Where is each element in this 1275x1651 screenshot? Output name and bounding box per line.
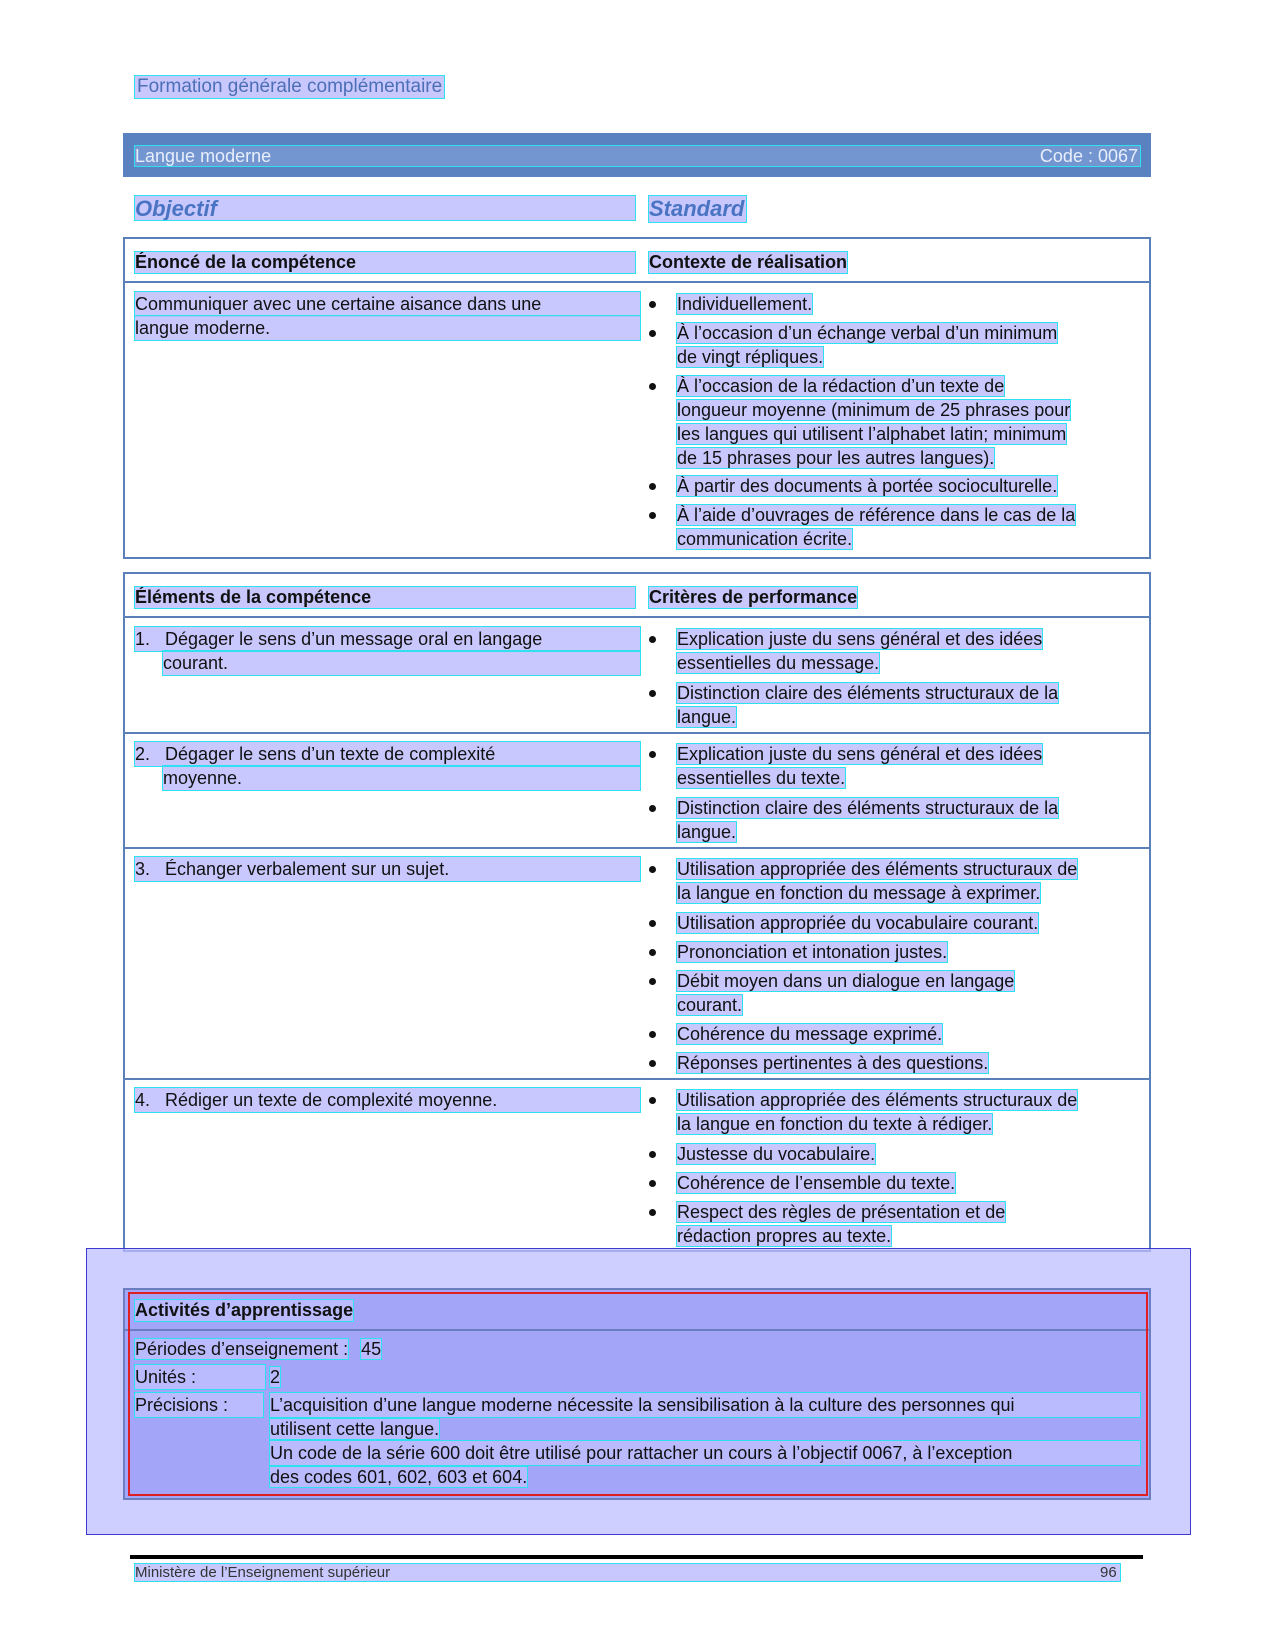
criteria-header: Critères de performance [649, 587, 858, 607]
divider [124, 732, 1150, 734]
elements-header: Éléments de la compétence [135, 587, 635, 608]
page-number: 96 [1100, 1564, 1117, 1581]
periods-row [135, 1337, 435, 1361]
course-code: Code : 0067 [1039, 146, 1138, 166]
divider [124, 616, 1150, 618]
competence-statement-header: Énoncé de la compétence [135, 252, 635, 273]
element-item: 1. Dégager le sens d’un message oral en langage courant. [135, 627, 640, 675]
course-band-text [135, 146, 1140, 166]
activities-title: Activités d’apprentissage [135, 1300, 354, 1320]
objectif-heading: Objectif [135, 196, 635, 220]
context-header: Contexte de réalisation [649, 252, 848, 272]
standard-heading: Standard [649, 196, 745, 221]
footer-rule [130, 1555, 1143, 1559]
document-header: Formation générale complémentaire [137, 76, 443, 97]
footer-ministry: Ministère de l’Enseignement supérieur [135, 1564, 1120, 1581]
element-item: 4. Rédiger un texte de complexité moyenne. [135, 1088, 640, 1112]
divider [124, 847, 1150, 849]
divider [124, 281, 1150, 283]
precisions-text: L’acquisition d’une langue moderne nécessite la sensibilisation à la culture des personnes qui utilisent cette langue. Un code de la série 600 doit être utilisé pour rattacher un cours à l’objectif 0067, à l’exception des codes 601, 602, 603 et 604. [270, 1393, 1140, 1489]
precisions-label: Précisions : [135, 1393, 263, 1417]
periods-label: Périodes d’enseignement : [135, 1339, 349, 1359]
course-band [123, 133, 1151, 177]
competence-statement-line: langue moderne. [135, 316, 640, 340]
units-value: 2 [270, 1367, 281, 1387]
units-label: Unités : [135, 1365, 265, 1389]
units-row [135, 1365, 435, 1389]
divider [124, 1078, 1150, 1080]
competence-statement-line: Communiquer avec une certaine aisance dans une [135, 292, 640, 316]
element-item: 2. Dégager le sens d’un texte de complexité moyenne. [135, 742, 640, 790]
course-name: Langue moderne [135, 146, 272, 166]
element-item: 3. Échanger verbalement sur un sujet. [135, 857, 640, 881]
periods-value: 45 [361, 1339, 382, 1359]
